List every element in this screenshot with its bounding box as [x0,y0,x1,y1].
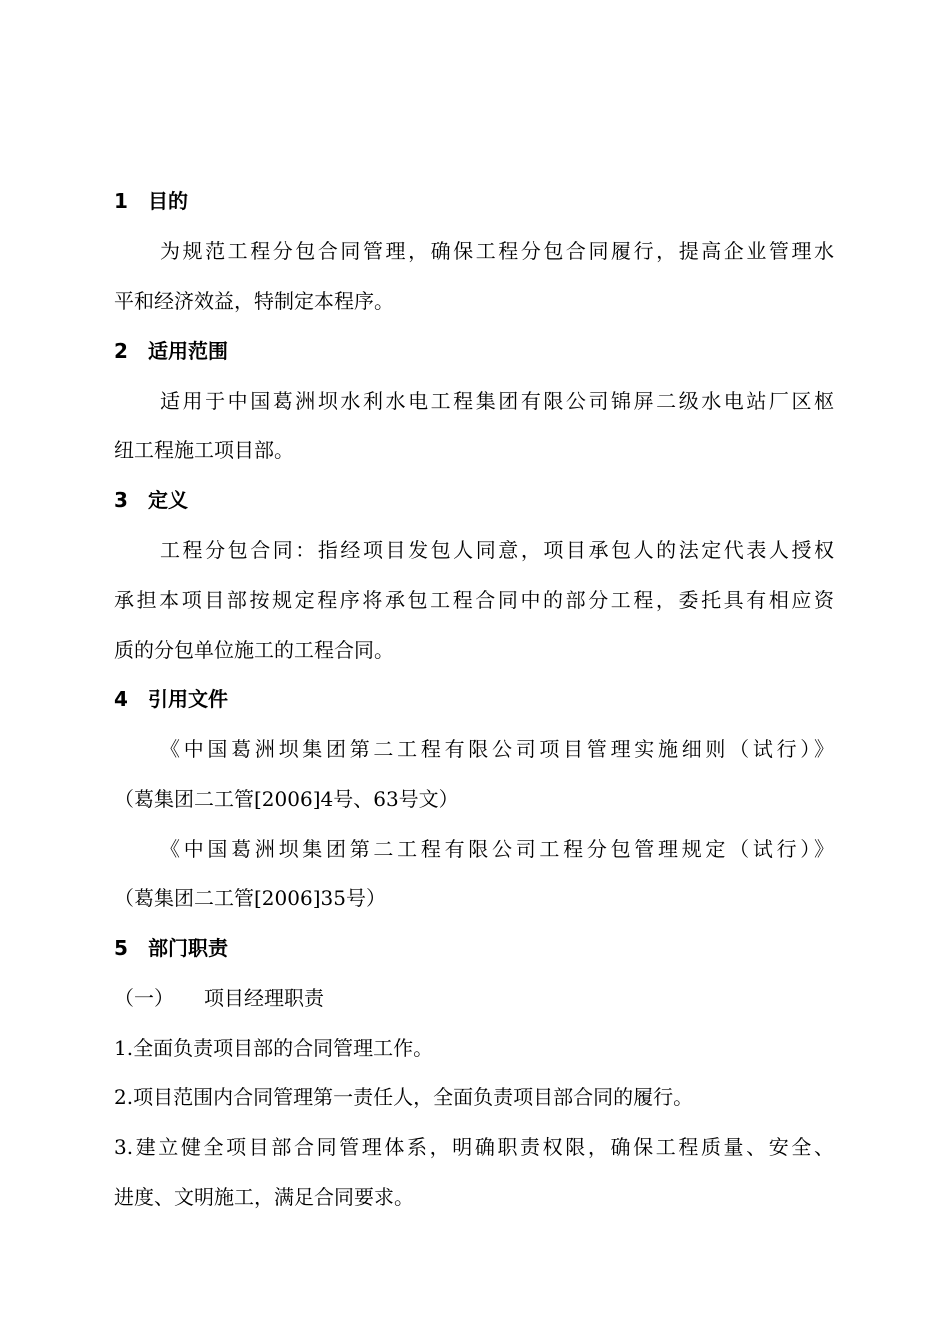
section-heading-4 [114,686,228,712]
section-number: 5 [114,936,128,960]
subsection-title: 项目经理职责 [204,986,324,1010]
paragraph-line: 适用于中国葛洲坝水利水电工程集团有限公司锦屏二级水电站厂区枢 [160,389,834,413]
reference-line: 《中国葛洲坝集团第二工程有限公司工程分包管理规定（试行）》 [160,837,834,861]
list-item: 进度、文明施工，满足合同要求。 [114,1185,414,1209]
list-item: 3.建立健全项目部合同管理体系，明确职责权限，确保工程质量、安全、 [114,1135,834,1159]
list-item: 1.全面负责项目部的合同管理工作。 [114,1036,434,1060]
section-number: 1 [114,189,128,213]
section-heading-2 [114,338,228,364]
paragraph-line: 承担本项目部按规定程序将承包工程合同中的部分工程，委托具有相应资 [114,588,834,612]
list-item: 2.项目范围内合同管理第一责任人，全面负责项目部合同的履行。 [114,1085,694,1109]
subsection-heading [114,985,324,1011]
paragraph-line: 工程分包合同：指经项目发包人同意，项目承包人的法定代表人授权 [160,538,834,562]
paragraph-line: 为规范工程分包合同管理，确保工程分包合同履行，提高企业管理水 [160,239,834,263]
section-title: 适用范围 [148,339,228,363]
section-title: 部门职责 [148,936,228,960]
reference-line: 《中国葛洲坝集团第二工程有限公司项目管理实施细则（试行）》 [160,737,834,761]
section-heading-1 [114,188,188,214]
paragraph-line: 质的分包单位施工的工程合同。 [114,638,394,662]
section-heading-5 [114,935,228,961]
section-number: 2 [114,339,128,363]
paragraph-line: 纽工程施工项目部。 [114,438,294,462]
section-number: 4 [114,687,128,711]
section-title: 定义 [148,488,188,512]
reference-line: （葛集团二工管[2006]4号、63号文） [114,787,459,811]
section-title: 目的 [148,189,188,213]
section-number: 3 [114,488,128,512]
paragraph-line: 平和经济效益，特制定本程序。 [114,289,394,313]
subsection-number: （一） [114,986,174,1010]
section-heading-3 [114,487,188,513]
section-title: 引用文件 [148,687,228,711]
reference-line: （葛集团二工管[2006]35号） [114,886,386,910]
